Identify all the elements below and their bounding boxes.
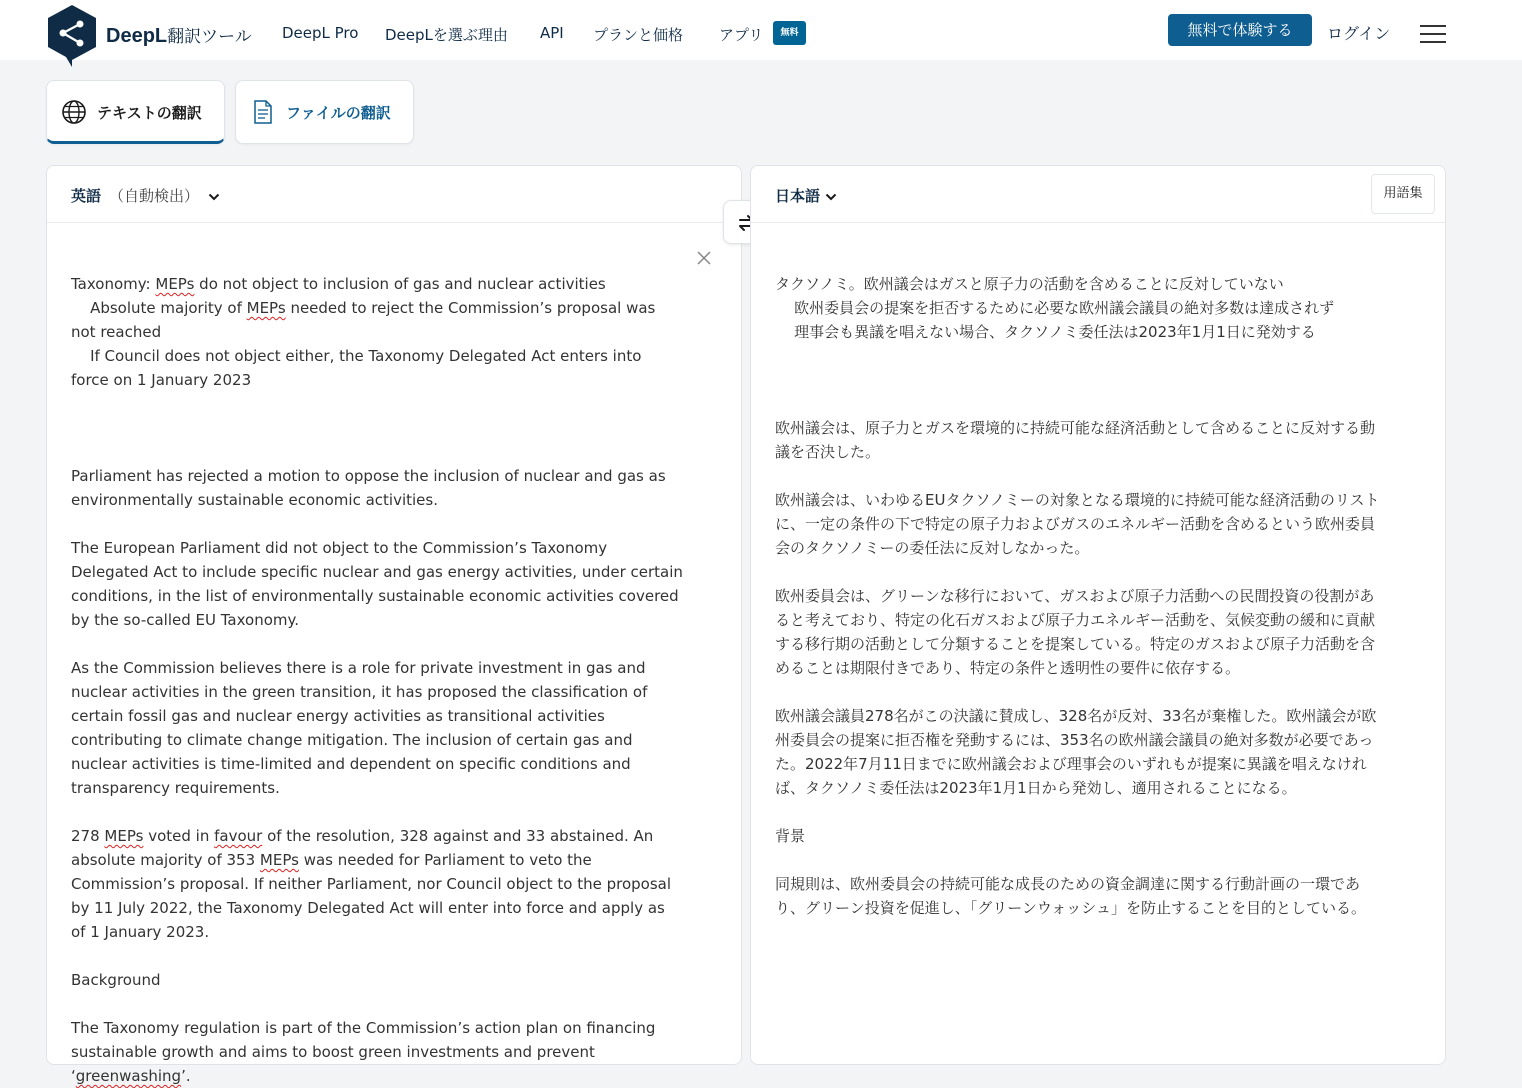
nav-link-pricing[interactable]: プランと価格 bbox=[593, 26, 684, 44]
tab-text-label: テキストの翻訳 bbox=[97, 104, 202, 122]
globe-icon bbox=[61, 99, 87, 125]
source-paragraph: The European Parliament did not object to the Commission’s Taxonomy Delegated Act to include specific nuclear and gas energy activities, under certain conditions, in the list of environmentally sustainable economic activities covered by the so-called EU Taxonomy. bbox=[71, 539, 688, 629]
target-language-select[interactable] bbox=[775, 185, 837, 206]
target-paragraph: 同規則は、欧州委員会の持続可能な成長のための資金調達に関する行動計画の一環であり、グリーン投資を促進し、「グリーンウォッシュ」を防止することを目的としている。 bbox=[775, 875, 1367, 917]
brand-title[interactable] bbox=[106, 22, 252, 48]
top-navbar bbox=[0, 0, 1522, 60]
brand-name: DeepL bbox=[106, 25, 168, 47]
source-paragraph: Taxonomy: MEPs do not object to inclusion of gas and nuclear activities Absolute majority of MEPs needed to reject the Commission’s proposal was not reached If Council does not object either, the Taxonomy Delegated Act enters into force on 1 January 2023 bbox=[71, 275, 656, 389]
nav-link-api[interactable]: API bbox=[540, 24, 564, 42]
target-paragraph: 欧州議会は、いわゆるEUタクソノミーの対象となる環境的に持続可能な経済活動のリストに、一定の条件の下で特定の原子力およびガスのエネルギー活動を含めるという欧州委員会のタクソノミーの委任法に反対しなかった。 bbox=[775, 491, 1380, 557]
source-paragraph: 278 MEPs voted in favour of the resolution, 328 against and 33 abstained. An absolute majority of 353 MEPs was needed for Parliament to veto the Commission’s proposal. If neither Parliament, nor Council object to the proposal by 11 July 2022, the Taxonomy Delegated Act will enter into force and apply as of 1 January 2023. bbox=[71, 827, 676, 941]
target-panel-header bbox=[751, 166, 1445, 223]
source-panel bbox=[46, 165, 742, 1085]
login-link[interactable]: ログイン bbox=[1327, 24, 1391, 43]
target-paragraph: タクソノミ。欧州議会はガスと原子力の活動を含めることに反対していない 欧州委員会の提案を拒否するために必要な欧州議会議員の絶対多数は達成されず 理事会も異議を唱えない場合、タクソノミ委任法は2023年1月1日に発効する bbox=[775, 275, 1335, 341]
brand-product: 翻訳ツール bbox=[167, 27, 252, 47]
glossary-button[interactable]: 用語集 bbox=[1371, 174, 1435, 214]
target-paragraph: 欧州委員会は、グリーンな移行において、ガスおよび原子力活動への民間投資の役割があると考えており、特定の化石ガスおよび原子力エネルギー活動を、気候変動の緩和に貢献する移行期の活動として分類することを提案している。特定のガスおよび原子力活動を含めることは期限付きであり、特定の条件と透明性の要件に依存する。 bbox=[775, 587, 1376, 677]
source-language-select[interactable] bbox=[71, 185, 220, 206]
source-panel-header bbox=[47, 166, 741, 223]
target-text-output[interactable] bbox=[775, 272, 1387, 920]
source-paragraph: The Taxonomy regulation is part of the Commission’s action plan on financing sustainable growth and aims to boost green investments and prevent ‘greenwashing’. bbox=[71, 1019, 661, 1085]
free-badge: 無料 bbox=[773, 21, 806, 45]
auto-detect-label: （自動検出） bbox=[109, 187, 200, 205]
menu-icon[interactable] bbox=[1420, 25, 1446, 43]
source-text-input[interactable] bbox=[71, 272, 688, 1088]
nav-link-deepl-pro[interactable]: DeepL Pro bbox=[282, 24, 359, 42]
document-icon bbox=[250, 99, 276, 125]
chevron-down-icon bbox=[825, 191, 837, 203]
target-language: 日本語 bbox=[775, 187, 821, 205]
nav-link-apps[interactable]: アプリ bbox=[719, 26, 764, 44]
source-paragraph: Parliament has rejected a motion to oppose the inclusion of nuclear and gas as environmentally sustainable economic activities. bbox=[71, 467, 671, 509]
tab-file-label: ファイルの翻訳 bbox=[286, 104, 391, 122]
free-trial-button[interactable]: 無料で体験する bbox=[1168, 14, 1312, 46]
source-language: 英語 bbox=[71, 187, 102, 205]
target-paragraph: 欧州議会議員278名がこの決議に賛成し、328名が反対、33名が棄権した。欧州議会が欧州委員会の提案に拒否権を発動するには、353名の欧州議会議員の絶対多数が必要であった。2022年7月11日までに欧州議会および理事会のいずれもが提案に異議を唱えなければ、タクソノミ委任法は2023年1月1日から発効し、適用されることになる。 bbox=[775, 707, 1377, 797]
close-icon[interactable] bbox=[696, 250, 712, 266]
target-paragraph: 欧州議会は、原子力とガスを環境的に持続可能な経済活動として含めることに反対する動議を否決した。 bbox=[775, 419, 1376, 461]
chevron-down-icon bbox=[208, 191, 220, 203]
source-paragraph: Background bbox=[71, 971, 161, 989]
deepl-logo[interactable] bbox=[46, 5, 98, 67]
nav-link-why-deepl[interactable]: DeepLを選ぶ理由 bbox=[385, 26, 508, 44]
target-panel bbox=[750, 165, 1446, 1065]
source-paragraph: As the Commission believes there is a role for private investment in gas and nuclear activities in the green transition, it has proposed the classification of certain fossil gas and nuclear energy activities as transitional activities contributing to climate change mitigation. The inclusion of certain gas and nuclear activities is time-limited and dependent on specific conditions and transparency requirements. bbox=[71, 659, 653, 797]
target-paragraph: 背景 bbox=[775, 827, 806, 845]
tab-file-translation[interactable] bbox=[235, 80, 414, 144]
tab-text-translation[interactable] bbox=[46, 80, 225, 144]
